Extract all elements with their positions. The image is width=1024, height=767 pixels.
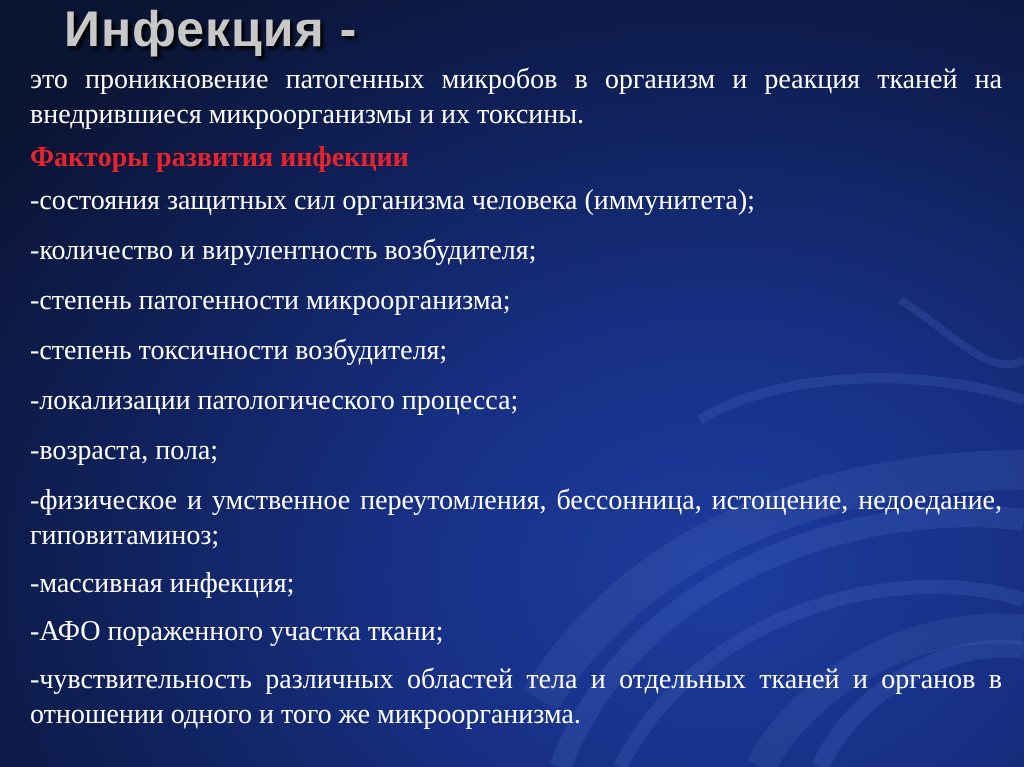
factor-item: -состояния защитных сил организма человека (иммунитета);	[30, 185, 755, 216]
factor-item: -чувствительность различных областей тела и отдельных тканей и органов в отношении одного и того же микроорганизма.	[30, 664, 1002, 730]
factor-item: -локализации патологического процесса;	[30, 385, 519, 416]
factor-item: -физическое и умственное переутомления, бессонница, истощение, недоедание, гиповитаминоз;	[30, 485, 1002, 551]
factor-item: -степень патогенности микроорганизма;	[30, 285, 511, 316]
slide-title: Инфекция -	[64, 1, 358, 57]
factor-item: -массивная инфекция;	[30, 568, 295, 599]
factor-item: -количество и вирулентность возбудителя;	[30, 235, 537, 266]
slide-body	[30, 62, 1002, 745]
factor-item: -степень токсичности возбудителя;	[30, 335, 448, 366]
factor-item: -возраста, пола;	[30, 435, 219, 466]
factor-item: -АФО пораженного участка ткани;	[30, 616, 444, 647]
definition-text: это проникновение патогенных микробов в организм и реакция тканей на внедрившиеся микроорганизмы и их токсины.	[30, 64, 1002, 130]
factors-heading: Факторы развития инфекции	[30, 142, 409, 173]
